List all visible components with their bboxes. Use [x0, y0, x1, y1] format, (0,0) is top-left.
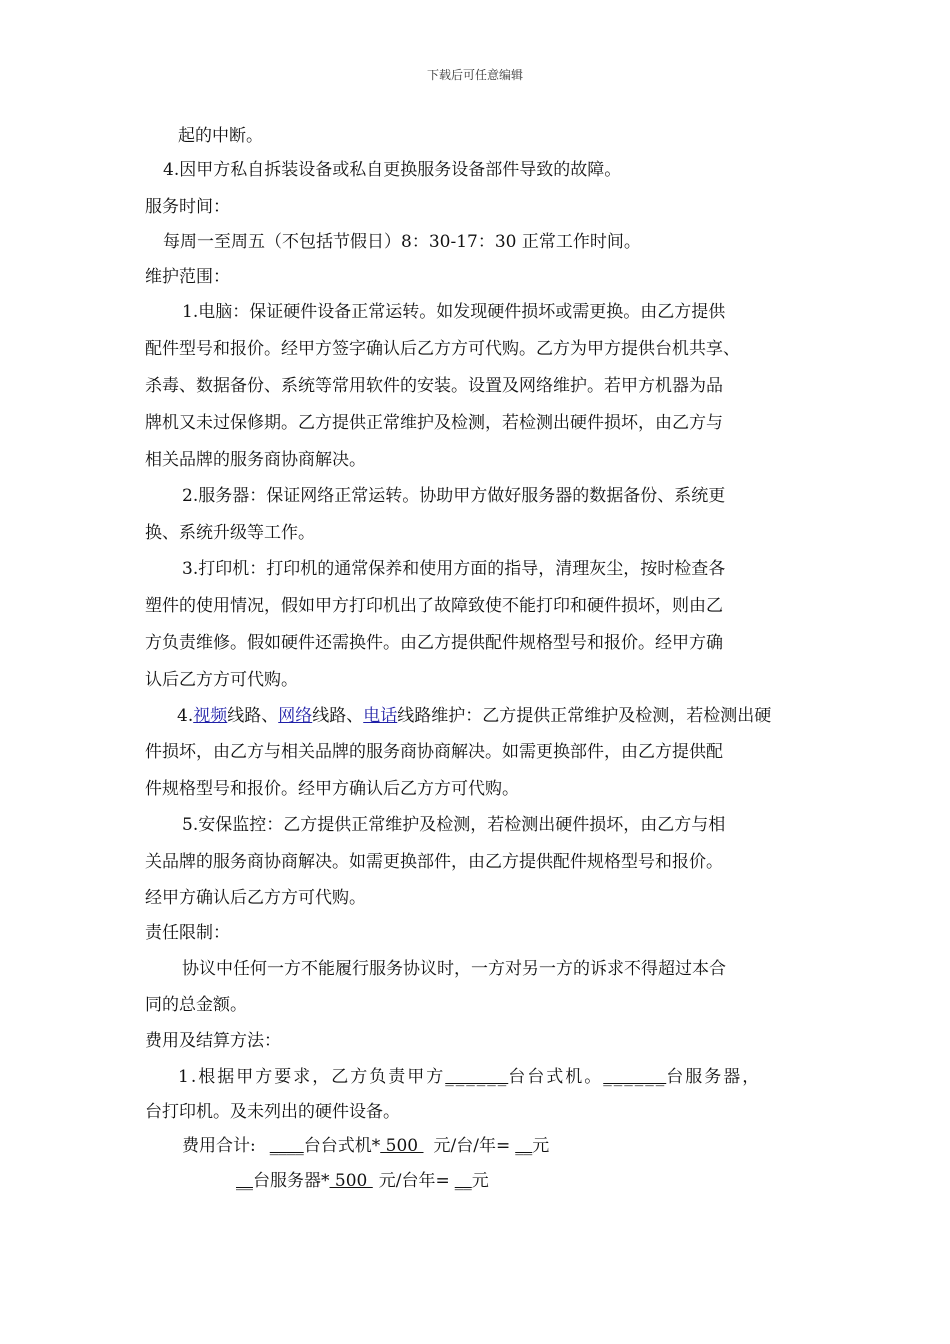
text-line: 塑件的使用情况，假如甲方打印机出了故障致使不能打印和硬件损坏，则由乙: [145, 596, 723, 616]
maintenance-line-item-4: [177, 704, 771, 728]
text-line: 3.打印机：打印机的通常保养和使用方面的指导，清理灰尘，按时检查各: [182, 559, 726, 579]
text-line: 关品牌的服务商协商解决。如需更换部件，由乙方提供配件规格型号和报价。: [145, 852, 723, 872]
fee-total-desktop: [182, 1134, 549, 1158]
text-line: 件规格型号和报价。经甲方确认后乙方方可代购。: [145, 779, 519, 799]
text-line: 协议中任何一方不能履行服务协议时，一方对另一方的诉求不得超过本合: [182, 959, 726, 979]
text-line: 杀毒、数据备份、系统等常用软件的安装。设置及网络维护。若甲方机器为品: [145, 376, 723, 396]
text-line: 台打印机。及未列出的硬件设备。: [145, 1102, 400, 1122]
text-line: 4.因甲方私自拆装设备或私自更换服务设备部件导致的故障。: [163, 160, 622, 180]
text-line: 服务时间：: [145, 197, 230, 217]
item-number: 4.: [177, 706, 194, 726]
text: 元/台/年=: [433, 1136, 511, 1156]
price-value: 500: [380, 1136, 424, 1156]
video-link[interactable]: 视频: [193, 706, 228, 726]
text-line: 方负责维修。假如硬件还需换件。由乙方提供配件规格型号和报价。经甲方确: [145, 633, 723, 653]
text: 1.根据甲方要求，乙方负责甲方: [178, 1067, 446, 1087]
blank-field: __: [236, 1171, 253, 1191]
text: 台服务器*: [253, 1171, 330, 1191]
text-line: 2.服务器：保证网络正常运转。协助甲方做好服务器的数据备份、系统更: [182, 486, 726, 506]
blank-field: ______: [445, 1067, 509, 1087]
price-value: 500: [329, 1171, 373, 1191]
text: 线路、: [227, 706, 279, 726]
text-line: 1.电脑：保证硬件设备正常运转。如发现硬件损坏或需更换。由乙方提供: [182, 302, 726, 322]
text-line: 牌机又未过保修期。乙方提供正常维护及检测，若检测出硬件损坏，由乙方与: [145, 413, 723, 433]
text-line: 每周一至周五（不包括节假日）8：30-17：30 正常工作时间。: [163, 232, 641, 252]
blank-field: __: [515, 1136, 533, 1156]
blank-field: __: [454, 1171, 472, 1191]
text-line: 认后乙方方可代购。: [145, 670, 298, 690]
text-line: 配件型号和报价。经甲方签字确认后乙方方可代购。乙方为甲方提供台机共享、: [145, 339, 740, 359]
phone-link[interactable]: 电话: [363, 706, 398, 726]
text: 线路、: [312, 706, 364, 726]
text-line: 换、系统升级等工作。: [145, 523, 315, 543]
text-line: 5.安保监控：乙方提供正常维护及检测，若检测出硬件损坏，由乙方与相: [182, 815, 726, 835]
text-line: 维护范围：: [145, 267, 230, 287]
text: 台台式机。: [508, 1067, 604, 1087]
text: 台服务器，: [666, 1067, 762, 1087]
text-line: 费用及结算方法：: [145, 1031, 281, 1051]
text-line: 同的总金额。: [145, 995, 247, 1015]
text: 台台式机*: [303, 1136, 381, 1156]
text-line: 起的中断。: [178, 126, 263, 146]
text: 线路维护：乙方提供正常维护及检测，若检测出硬: [397, 706, 772, 726]
fee-item-1: [178, 1065, 761, 1089]
text-line: 相关品牌的服务商协商解决。: [145, 450, 366, 470]
text-line: 责任限制：: [145, 923, 230, 943]
network-link[interactable]: 网络: [278, 706, 313, 726]
text: 元: [532, 1136, 550, 1156]
text-line: 经甲方确认后乙方方可代购。: [145, 888, 366, 908]
label: 费用合计:: [182, 1136, 256, 1156]
blank-field: ______: [603, 1067, 667, 1087]
text: 元: [471, 1171, 489, 1191]
page-header: 下载后可任意编辑: [426, 68, 523, 82]
text-line: 件损坏，由乙方与相关品牌的服务商协商解决。如需更换部件，由乙方提供配: [145, 742, 723, 762]
blank-field: ____: [269, 1136, 304, 1156]
text: 元/台年=: [378, 1171, 450, 1191]
fee-total-server: [236, 1169, 489, 1193]
